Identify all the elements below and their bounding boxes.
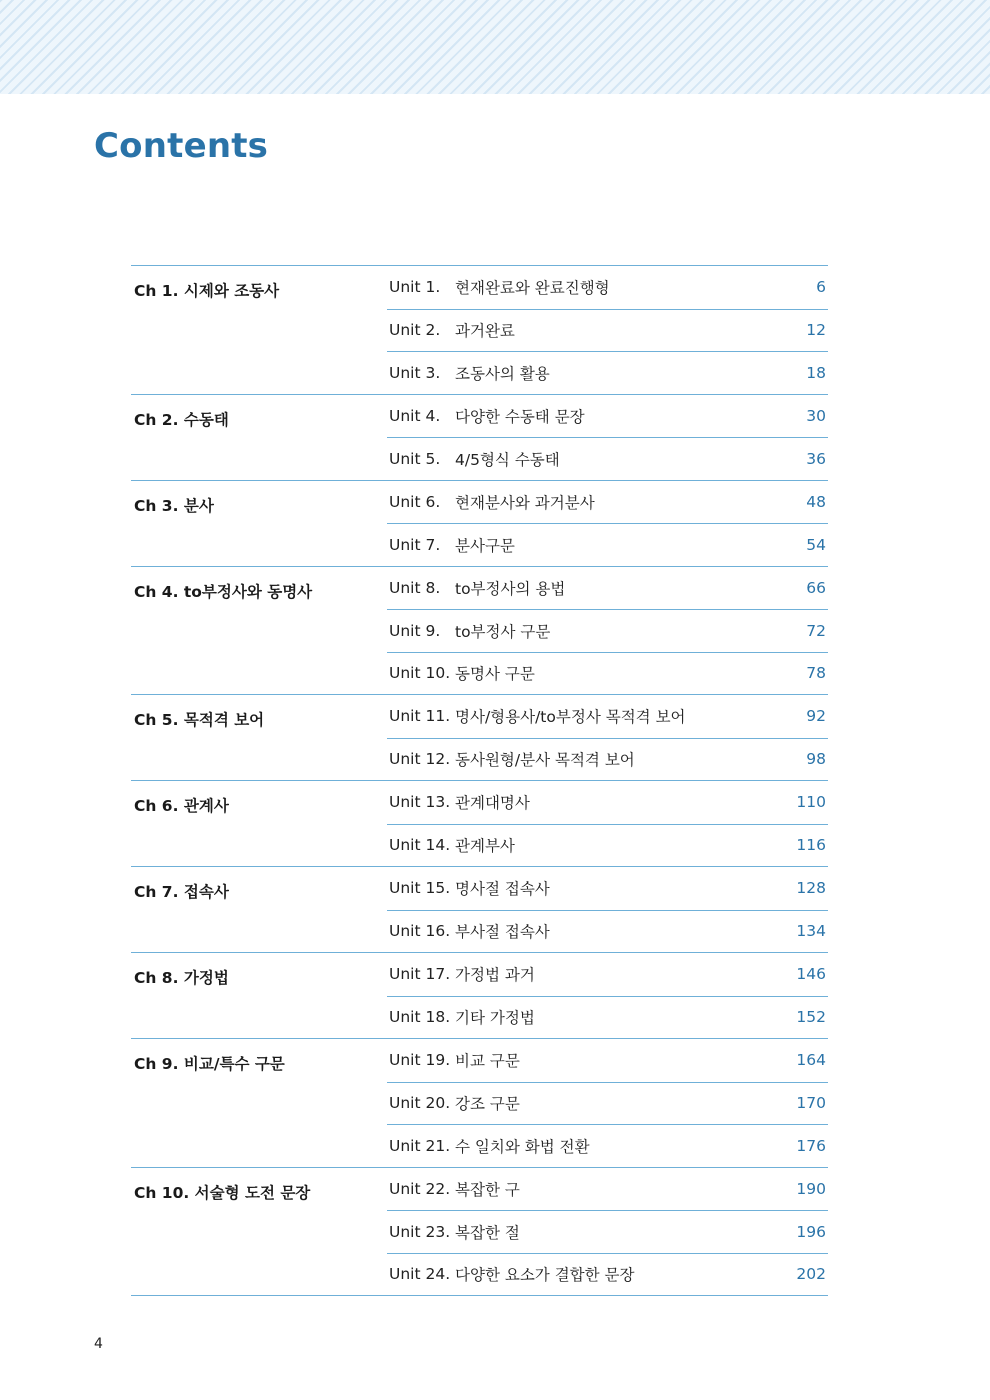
unit-number: Unit 7. xyxy=(389,535,441,554)
toc-chapter xyxy=(131,265,828,394)
unit-page-number: 78 xyxy=(806,664,826,683)
unit-number: Unit 11. xyxy=(389,707,451,726)
unit-title: 가정법 과거 xyxy=(455,966,535,985)
unit-row xyxy=(387,309,828,352)
unit-title: 과거완료 xyxy=(455,322,515,341)
unit-page-number: 128 xyxy=(796,879,826,898)
toc-chapter xyxy=(131,780,828,866)
unit-row xyxy=(387,1039,828,1082)
unit-title: 명사절 접속사 xyxy=(455,880,550,899)
unit-page-number: 92 xyxy=(806,707,826,726)
unit-title: 관계부사 xyxy=(455,837,515,856)
unit-row xyxy=(387,395,828,438)
unit-row xyxy=(387,1210,828,1253)
unit-page-number: 66 xyxy=(806,578,826,597)
unit-page-number: 30 xyxy=(806,406,826,425)
unit-page-number: 190 xyxy=(796,1179,826,1198)
unit-row xyxy=(387,867,828,910)
decorative-header-band xyxy=(0,0,990,94)
chapter-title: Ch 8. 가정법 xyxy=(134,969,229,987)
page-number: 4 xyxy=(94,1336,103,1352)
unit-title: to부정사 구문 xyxy=(455,622,551,641)
unit-row xyxy=(387,824,828,867)
unit-row xyxy=(387,1082,828,1125)
toc-chapter xyxy=(131,394,828,480)
unit-number: Unit 5. xyxy=(389,449,441,468)
unit-page-number: 54 xyxy=(806,535,826,554)
unit-number: Unit 21. xyxy=(389,1136,451,1155)
unit-title: 기타 가정법 xyxy=(455,1009,535,1028)
unit-page-number: 98 xyxy=(806,750,826,769)
toc-chapter xyxy=(131,1038,828,1167)
toc-chapter xyxy=(131,694,828,780)
unit-number: Unit 9. xyxy=(389,621,441,640)
unit-number: Unit 17. xyxy=(389,965,451,984)
unit-row xyxy=(387,1168,828,1211)
unit-list xyxy=(387,867,828,952)
unit-page-number: 110 xyxy=(796,793,826,812)
chapter-title: Ch 3. 분사 xyxy=(134,496,214,515)
unit-row xyxy=(387,781,828,824)
unit-title: 관계대명사 xyxy=(455,794,530,813)
unit-number: Unit 6. xyxy=(389,492,441,511)
unit-title: 동명사 구문 xyxy=(455,665,535,684)
unit-page-number: 152 xyxy=(796,1008,826,1027)
unit-title: 조동사의 활용 xyxy=(455,364,550,383)
unit-row xyxy=(387,910,828,953)
unit-row xyxy=(387,523,828,566)
unit-title: 강조 구문 xyxy=(455,1095,520,1114)
unit-row xyxy=(387,953,828,996)
chapter-title: Ch 10. 서술형 도전 문장 xyxy=(134,1183,311,1202)
unit-number: Unit 14. xyxy=(389,836,451,855)
unit-row xyxy=(387,351,828,394)
unit-list xyxy=(387,266,828,394)
unit-title: 분사구문 xyxy=(455,536,515,555)
unit-title: 비교 구문 xyxy=(455,1052,520,1071)
unit-number: Unit 24. xyxy=(389,1265,451,1284)
toc-chapter xyxy=(131,952,828,1038)
unit-row xyxy=(387,481,828,524)
unit-page-number: 196 xyxy=(796,1222,826,1241)
unit-title: 다양한 요소가 결합한 문장 xyxy=(455,1266,635,1285)
unit-row xyxy=(387,652,828,695)
unit-list xyxy=(387,695,828,780)
unit-list xyxy=(387,1168,828,1296)
toc-chapter xyxy=(131,866,828,952)
unit-number: Unit 13. xyxy=(389,793,451,812)
unit-list xyxy=(387,1039,828,1167)
unit-title: to부정사의 용법 xyxy=(455,579,566,598)
unit-number: Unit 18. xyxy=(389,1008,451,1027)
table-of-contents xyxy=(131,265,828,1296)
chapter-title: Ch 1. 시제와 조동사 xyxy=(134,282,280,300)
unit-page-number: 72 xyxy=(806,621,826,640)
unit-number: Unit 19. xyxy=(389,1051,451,1070)
unit-page-number: 12 xyxy=(806,321,826,340)
toc-chapter xyxy=(131,566,828,695)
unit-list xyxy=(387,953,828,1038)
unit-number: Unit 10. xyxy=(389,664,451,683)
unit-list xyxy=(387,395,828,480)
unit-row xyxy=(387,567,828,610)
chapter-title: Ch 5. 목적격 보어 xyxy=(134,711,265,729)
unit-page-number: 170 xyxy=(796,1094,826,1113)
unit-page-number: 116 xyxy=(796,836,826,855)
unit-page-number: 48 xyxy=(806,492,826,511)
unit-number: Unit 2. xyxy=(389,321,441,340)
unit-page-number: 36 xyxy=(806,449,826,468)
unit-page-number: 6 xyxy=(816,278,826,297)
chapter-title: Ch 9. 비교/특수 구문 xyxy=(134,1055,285,1073)
unit-number: Unit 15. xyxy=(389,879,451,898)
unit-row xyxy=(387,1253,828,1296)
unit-row xyxy=(387,266,828,309)
unit-number: Unit 12. xyxy=(389,750,451,769)
unit-title: 현재분사와 과거분사 xyxy=(455,493,595,512)
unit-number: Unit 23. xyxy=(389,1222,451,1241)
unit-number: Unit 22. xyxy=(389,1179,451,1198)
chapter-title: Ch 6. 관계사 xyxy=(134,797,229,815)
unit-title: 다양한 수동태 문장 xyxy=(455,407,585,426)
chapter-title: Ch 7. 접속사 xyxy=(134,883,229,901)
unit-number: Unit 1. xyxy=(389,278,441,297)
unit-title: 현재완료와 완료진행형 xyxy=(455,279,610,298)
toc-chapter xyxy=(131,480,828,566)
unit-list xyxy=(387,567,828,695)
unit-row xyxy=(387,1124,828,1167)
unit-page-number: 202 xyxy=(796,1265,826,1284)
unit-title: 명사/형용사/to부정사 목적격 보어 xyxy=(455,708,686,727)
unit-title: 동사원형/분사 목적격 보어 xyxy=(455,751,635,770)
unit-row xyxy=(387,996,828,1039)
unit-title: 복잡한 절 xyxy=(455,1223,520,1242)
unit-row xyxy=(387,437,828,480)
unit-page-number: 164 xyxy=(796,1051,826,1070)
unit-row xyxy=(387,609,828,652)
unit-page-number: 18 xyxy=(806,363,826,382)
chapter-title: Ch 4. to부정사와 동명사 xyxy=(134,582,313,601)
unit-title: 4/5형식 수동태 xyxy=(455,450,560,469)
unit-number: Unit 8. xyxy=(389,578,441,597)
toc-chapter xyxy=(131,1167,828,1296)
unit-title: 수 일치와 화법 전환 xyxy=(455,1137,590,1156)
unit-number: Unit 16. xyxy=(389,922,451,941)
unit-number: Unit 4. xyxy=(389,406,441,425)
unit-row xyxy=(387,695,828,738)
unit-page-number: 176 xyxy=(796,1136,826,1155)
unit-list xyxy=(387,481,828,566)
unit-title: 복잡한 구 xyxy=(455,1180,520,1199)
unit-number: Unit 3. xyxy=(389,363,441,382)
unit-row xyxy=(387,738,828,781)
unit-list xyxy=(387,781,828,866)
unit-title: 부사절 접속사 xyxy=(455,923,550,942)
unit-number: Unit 20. xyxy=(389,1094,451,1113)
unit-page-number: 134 xyxy=(796,922,826,941)
page-title: Contents xyxy=(94,126,269,166)
chapter-title: Ch 2. 수동태 xyxy=(134,410,229,429)
unit-page-number: 146 xyxy=(796,965,826,984)
